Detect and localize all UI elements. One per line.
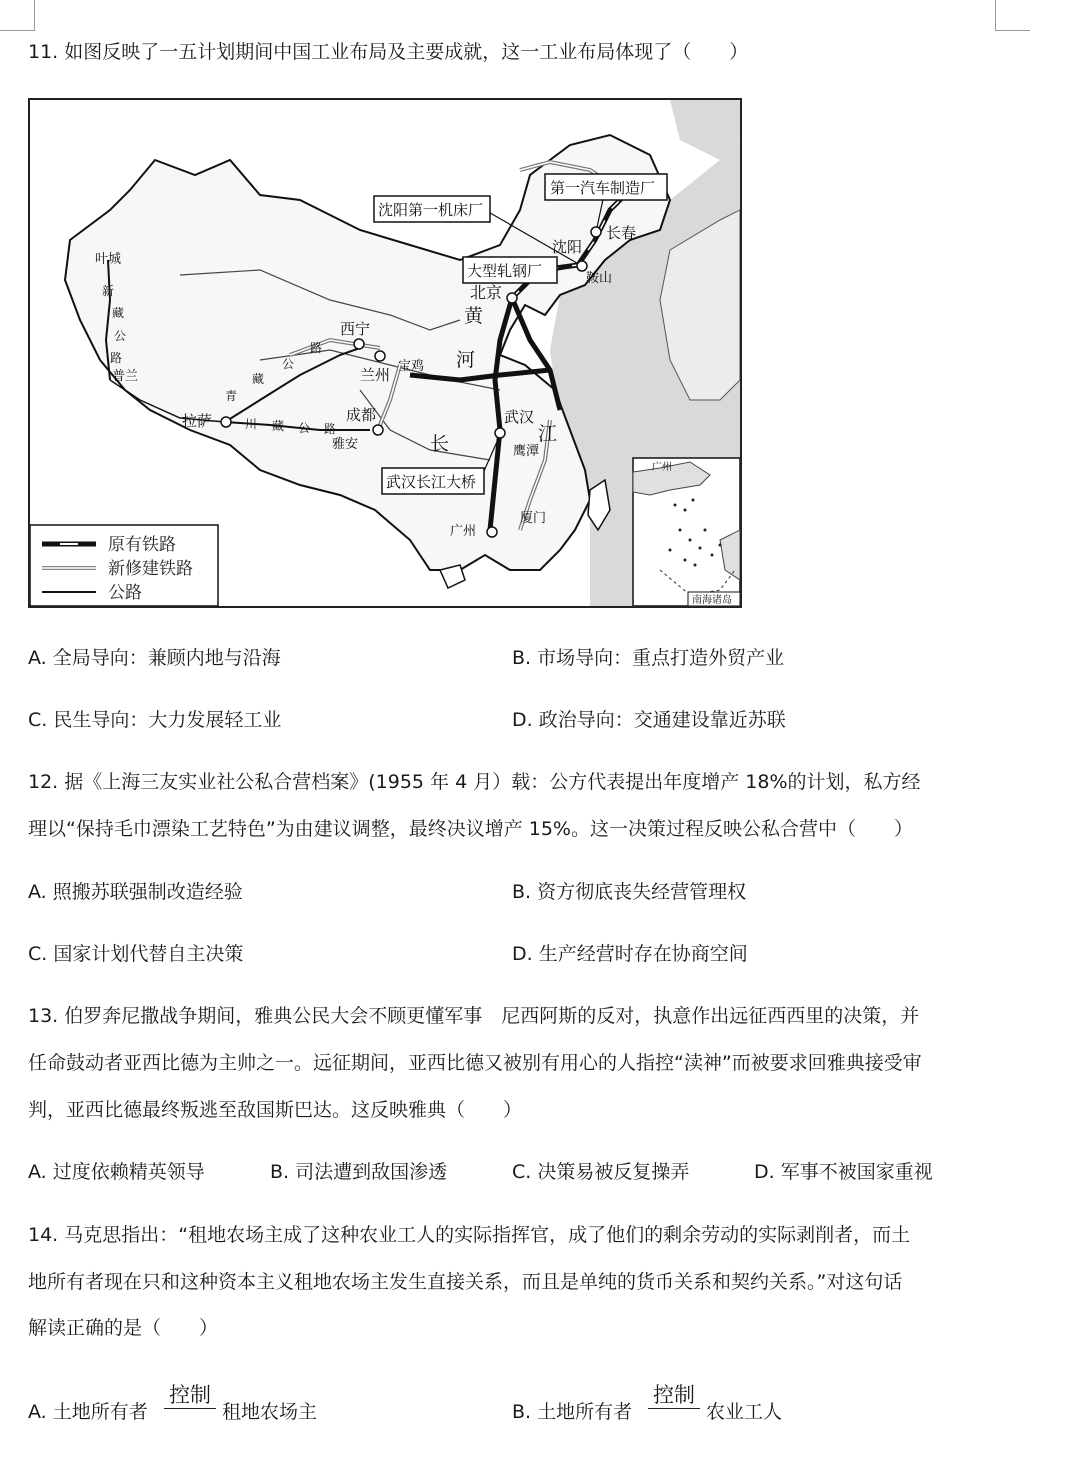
label-box-rolling-mill [463, 257, 557, 283]
city-yingtan: 鹰潭 [513, 444, 540, 459]
route-label-zang3: 藏 [272, 419, 285, 433]
label-box-first-auto [545, 174, 667, 200]
hainan-island [440, 565, 465, 588]
q12-option-c[interactable]: C. 国家计划代替自主决策 [28, 943, 244, 965]
city-xining: 西宁 [340, 320, 371, 338]
q11-option-b[interactable]: B. 市场导向：重点打造外贸产业 [512, 647, 785, 669]
q12-option-a[interactable]: A. 照搬苏联强制改造经验 [28, 881, 243, 903]
q12-option-d[interactable]: D. 生产经营时存在协商空间 [512, 943, 748, 965]
svg-text:沈阳第一机床厂: 沈阳第一机床厂 [378, 201, 484, 219]
legend-new-railway: 新修建铁路 [108, 559, 193, 579]
q14-option-b[interactable] [512, 1400, 632, 1424]
river-huang: 黄 [464, 305, 484, 327]
q11-stem: 11. 如图反映了一五计划期间中国工业布局及主要成就，这一工业布局体现了（ ） [28, 41, 749, 63]
route-label-qing: 青 [225, 389, 238, 403]
south-sea-inset [633, 458, 740, 606]
map-legend [30, 525, 218, 606]
q14-option-b-suffix: 农业工人 [706, 1401, 783, 1423]
q12-stem-line2: 理以“保持毛巾漂染工艺特色”为由建议调整，最终决议增产 15%。这一决策过程反映公私合营中（ ） [28, 818, 913, 840]
route-label-gong: 公 [114, 329, 127, 343]
q14-option-a-prefix: A. 土地所有者 [28, 1401, 148, 1423]
q14-stem-line2: 地所有者现在只和这种资本主义租地农场主发生直接关系，而且是单纯的货币关系和契约关系。”对这句话 [28, 1271, 903, 1293]
city-chengdu: 成都 [346, 406, 377, 424]
route-label-xin: 新 [102, 284, 115, 298]
q14-option-b-relation [648, 1382, 700, 1409]
city-guangzhou: 广州 [450, 524, 477, 539]
map-svg [30, 100, 740, 606]
q14-option-a-arrow-label: 控制 [169, 1383, 211, 1407]
q14-option-a[interactable] [28, 1400, 148, 1424]
river-he: 河 [456, 349, 476, 371]
label-box-wuhan-bridge [382, 468, 484, 494]
city-anshan: 鞍山 [586, 271, 613, 286]
q14-option-a-relation [164, 1382, 216, 1409]
route-label-lu: 路 [110, 351, 123, 365]
route-label-chuan: 川 [245, 417, 258, 431]
route-label-lu3: 路 [324, 422, 337, 436]
q13-option-c[interactable]: C. 决策易被反复操弄 [512, 1161, 690, 1183]
inset-title: 南海诸岛 [692, 595, 732, 606]
legend-old-railway: 原有铁路 [108, 535, 176, 555]
route-label-gong3: 公 [298, 421, 311, 435]
q13-option-a[interactable]: A. 过度依赖精英领导 [28, 1161, 205, 1183]
city-shenyang: 沈阳 [552, 238, 583, 256]
china-industry-map [28, 98, 742, 608]
river-chang: 长 [430, 433, 450, 455]
q12-stem-line1: 12. 据《上海三友实业社公私合营档案》(1955 年 4 月）载：公方代表提出年度增产 18%的计划，私方经 [28, 771, 921, 793]
page-corner-mark-right [995, 0, 1030, 31]
city-baoji: 宝鸡 [398, 359, 425, 374]
route-label-gong2: 公 [282, 357, 295, 371]
route-label-zang2: 藏 [252, 372, 265, 386]
q14-option-a-arrow-line [164, 1408, 216, 1409]
legend-highway: 公路 [108, 583, 142, 603]
q13-stem-line2: 任命鼓动者亚西比德为主帅之一。远征期间，亚西比德又被别有用心的人指控“渎神”而被要求回雅典接受审 [28, 1052, 922, 1074]
q14-option-b-arrow-label: 控制 [653, 1383, 695, 1407]
q14-option-b-prefix: B. 土地所有者 [512, 1401, 633, 1423]
river-jiang: 江 [538, 423, 558, 445]
route-label-lu2: 路 [310, 341, 323, 355]
city-lanzhou: 兰州 [360, 366, 391, 384]
inset-city-guangzhou: 广州 [652, 462, 672, 473]
q14-option-b-arrow-line [648, 1408, 700, 1409]
q14-stem-line1: 14. 马克思指出：“租地农场主成了这种农业工人的实际指挥官，成了他们的剩余劳动的实际剥削者，而土 [28, 1224, 911, 1246]
q13-option-b[interactable]: B. 司法遭到敌国渗透 [270, 1161, 448, 1183]
q11-option-d[interactable]: D. 政治导向：交通建设靠近苏联 [512, 709, 786, 731]
q14-option-a-suffix: 租地农场主 [222, 1401, 318, 1423]
label-box-shenyang-machine [374, 196, 490, 222]
route-label-zang: 藏 [112, 306, 125, 320]
city-lhasa: 拉萨 [182, 412, 213, 430]
city-xiamen: 厦门 [520, 511, 547, 526]
city-beijing: 北京 [470, 283, 503, 302]
city-wuhan: 武汉 [504, 408, 535, 426]
page-corner-mark-left [0, 0, 35, 31]
q12-option-b[interactable]: B. 资方彻底丧失经营管理权 [512, 881, 747, 903]
q13-stem-line1: 13. 伯罗奔尼撒战争期间，雅典公民大会不顾更懂军事 尼西阿斯的反对，执意作出远征西西里的决策，并 [28, 1005, 920, 1027]
city-yaan: 雅安 [332, 437, 359, 452]
svg-text:大型轧钢厂: 大型轧钢厂 [467, 262, 543, 280]
city-pulan: 普兰 [112, 369, 139, 384]
q13-stem-line3: 判，亚西比德最终叛逃至敌国斯巴达。这反映雅典（ ） [28, 1099, 523, 1121]
svg-text:武汉长江大桥: 武汉长江大桥 [386, 473, 477, 491]
city-yecheng: 叶城 [95, 252, 122, 267]
q14-stem-line3: 解读正确的是（ ） [28, 1317, 219, 1339]
q11-option-a[interactable]: A. 全局导向：兼顾内地与沿海 [28, 647, 281, 669]
q13-option-d[interactable]: D. 军事不被国家重视 [754, 1161, 933, 1183]
city-changchun: 长春 [606, 224, 637, 242]
q11-option-c[interactable]: C. 民生导向：大力发展轻工业 [28, 709, 282, 731]
svg-text:第一汽车制造厂: 第一汽车制造厂 [550, 179, 656, 197]
